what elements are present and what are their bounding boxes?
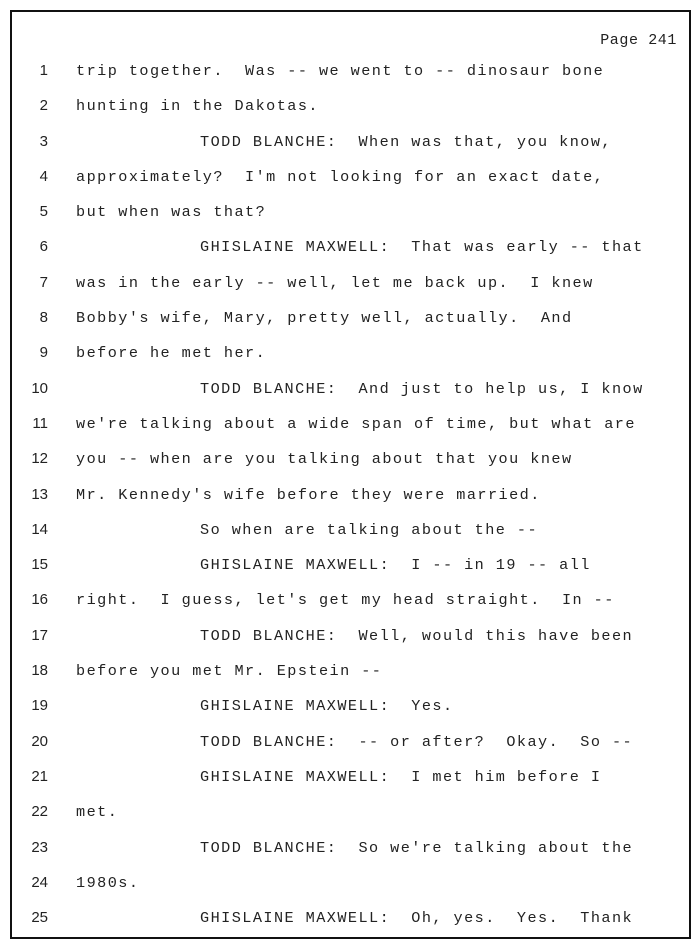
- line-text: GHISLAINE MAXWELL: I -- in 19 -- all: [200, 556, 591, 575]
- line-number: 24: [31, 873, 48, 891]
- line-number: 9: [39, 344, 48, 362]
- transcript-line: [12, 697, 689, 732]
- line-number: 12: [31, 450, 48, 468]
- line-number: 1: [39, 62, 48, 79]
- transcript-line: [12, 909, 689, 944]
- transcript-line: [12, 62, 689, 97]
- line-text: TODD BLANCHE: When was that, you know,: [200, 132, 612, 151]
- transcript-line: [12, 238, 689, 273]
- line-number: 18: [31, 662, 48, 680]
- line-text: before you met Mr. Epstein --: [76, 662, 383, 681]
- line-number: 14: [31, 520, 48, 538]
- line-text: right. I guess, let's get my head straight. In --: [76, 591, 615, 610]
- line-text: trip together. Was -- we went to -- dinosaur bone: [76, 62, 605, 80]
- line-number: 17: [31, 626, 48, 644]
- line-number: 19: [31, 697, 48, 715]
- line-number: 15: [31, 556, 48, 574]
- transcript-page: [10, 10, 691, 939]
- line-number: 3: [39, 132, 48, 150]
- transcript-line: [12, 874, 689, 909]
- line-number: 2: [39, 97, 48, 115]
- transcript-line: [12, 380, 689, 415]
- transcript-line: [12, 627, 689, 662]
- line-text: you -- when are you talking about that you knew: [76, 450, 573, 469]
- line-number: 11: [32, 414, 48, 432]
- line-text: Bobby's wife, Mary, pretty well, actually. And: [76, 309, 573, 328]
- transcript-line: [12, 415, 689, 450]
- page-number: Page 241: [600, 32, 677, 49]
- line-text: hunting in the Dakotas.: [76, 97, 319, 116]
- line-number: 7: [39, 273, 48, 291]
- transcript-line: [12, 97, 689, 132]
- transcript-line: [12, 203, 689, 238]
- line-number: 6: [39, 238, 48, 256]
- transcript-line: [12, 556, 689, 591]
- line-number: 22: [31, 803, 48, 821]
- line-text: met.: [76, 803, 119, 822]
- line-text: GHISLAINE MAXWELL: That was early -- that: [200, 238, 644, 257]
- transcript-line: [12, 168, 689, 203]
- transcript-line: [12, 839, 689, 874]
- line-text: TODD BLANCHE: Well, would this have been: [200, 626, 634, 645]
- transcript-line: [12, 591, 689, 626]
- line-number: 21: [31, 767, 48, 785]
- transcript-line: [12, 521, 689, 556]
- line-number: 8: [39, 309, 48, 327]
- line-text: was in the early -- well, let me back up. I knew: [76, 273, 594, 292]
- line-text: GHISLAINE MAXWELL: Yes.: [200, 697, 454, 716]
- transcript-line: [12, 133, 689, 168]
- line-number: 5: [39, 203, 48, 221]
- line-number: 20: [31, 732, 48, 750]
- line-text: before he met her.: [76, 344, 267, 363]
- transcript-line: [12, 486, 689, 521]
- line-number: 4: [39, 167, 48, 185]
- line-text: GHISLAINE MAXWELL: I met him before I: [200, 767, 602, 786]
- line-number: 16: [31, 591, 48, 609]
- transcript-line: [12, 274, 689, 309]
- transcript-line: [12, 662, 689, 697]
- transcript-line: [12, 733, 689, 768]
- line-number: 25: [31, 909, 48, 927]
- line-text: TODD BLANCHE: And just to help us, I know: [200, 379, 644, 398]
- line-number: 13: [31, 485, 48, 503]
- line-text: So when are talking about the --: [200, 520, 539, 539]
- line-number: 23: [31, 838, 48, 856]
- line-text: but when was that?: [76, 203, 267, 222]
- line-text: TODD BLANCHE: So we're talking about the: [200, 838, 634, 857]
- transcript-line: [12, 309, 689, 344]
- transcript-line: [12, 768, 689, 803]
- transcript-lines: [12, 62, 689, 944]
- line-text: Mr. Kennedy's wife before they were married.: [76, 485, 541, 504]
- line-text: 1980s.: [76, 873, 140, 892]
- line-text: we're talking about a wide span of time, but what are: [76, 414, 636, 433]
- transcript-line: [12, 344, 689, 379]
- line-text: GHISLAINE MAXWELL: Oh, yes. Yes. Thank: [200, 909, 634, 928]
- line-number: 10: [31, 379, 48, 397]
- transcript-line: [12, 450, 689, 485]
- line-text: approximately? I'm not looking for an exact date,: [76, 167, 605, 186]
- line-text: TODD BLANCHE: -- or after? Okay. So --: [200, 732, 634, 751]
- transcript-line: [12, 803, 689, 838]
